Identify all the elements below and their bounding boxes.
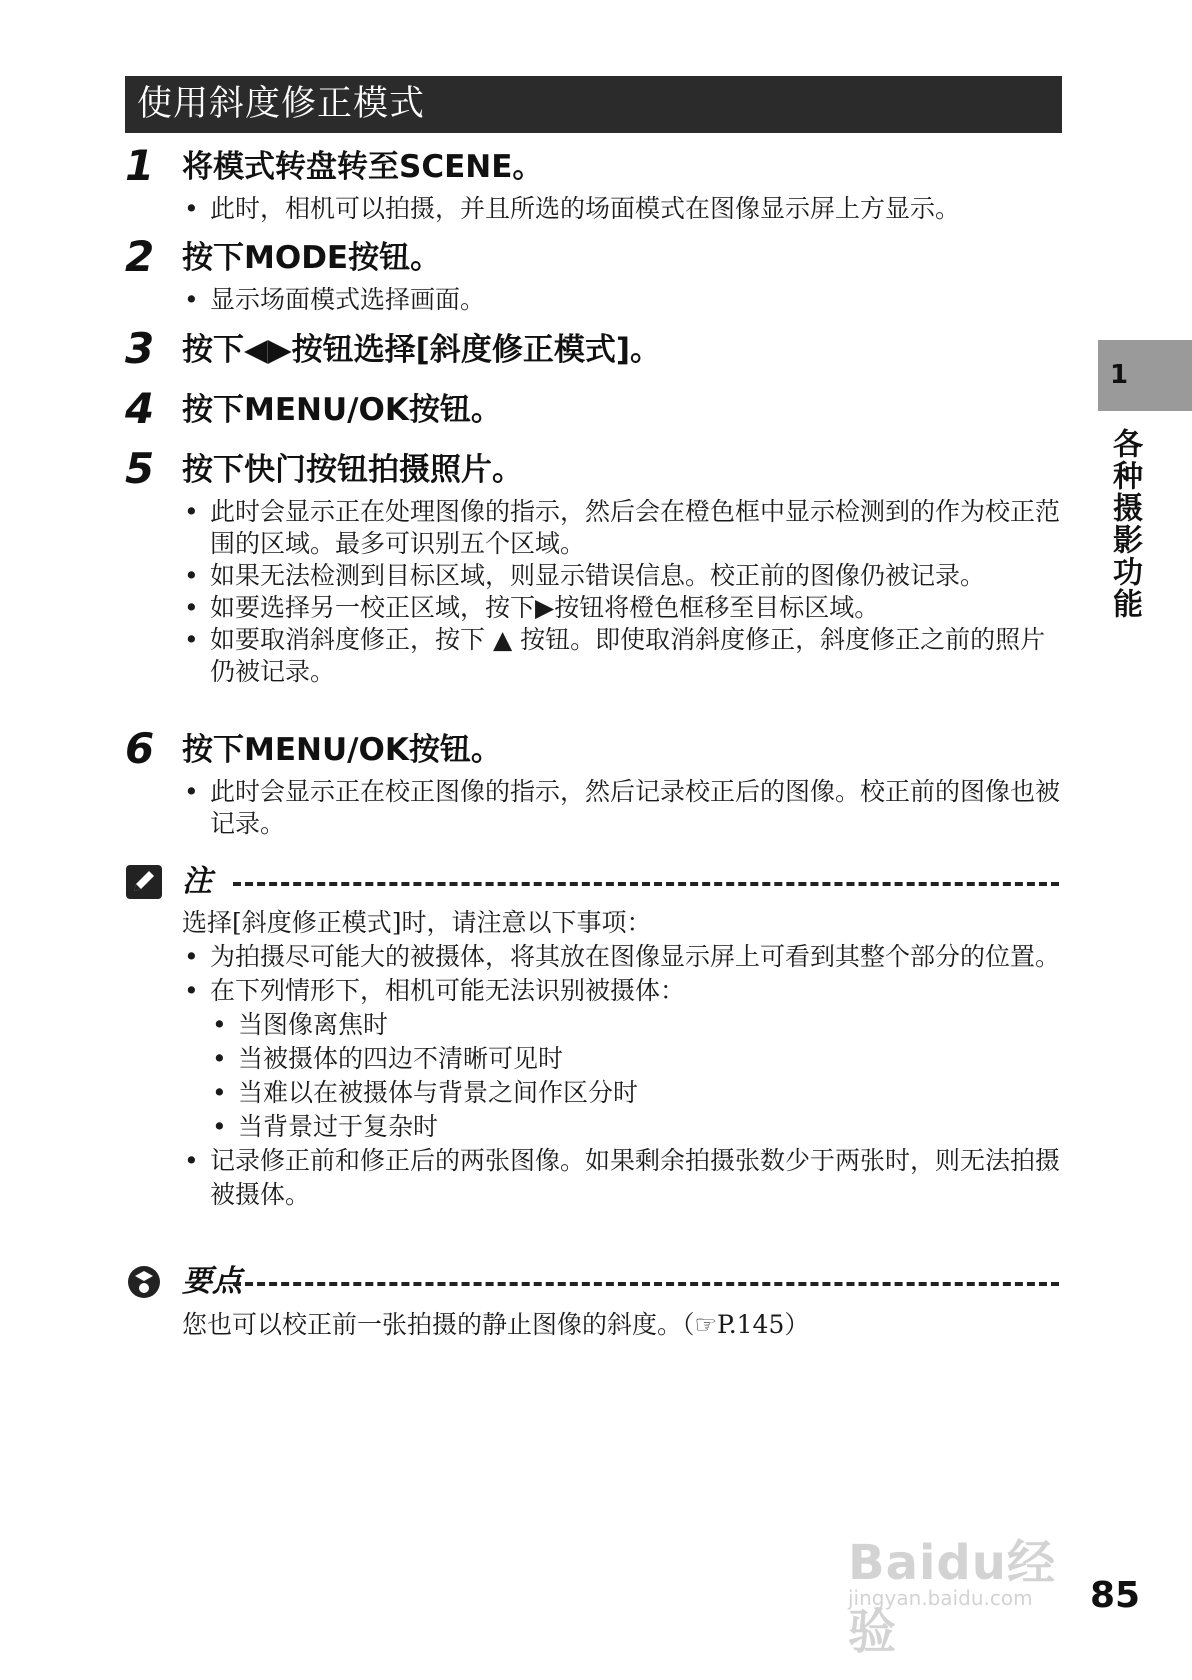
note-sub-bullet: • 当图像离焦时 xyxy=(210,1008,1062,1042)
chapter-tab-label: 各种摄影功能 xyxy=(1107,428,1142,620)
note-title: 注 xyxy=(182,864,212,899)
step-bullets xyxy=(182,193,1065,225)
note-sub-bullet: • 当被摄体的四边不清晰可见时 xyxy=(210,1042,1062,1076)
tip-text xyxy=(182,1308,1062,1342)
step-number: 3 xyxy=(125,324,155,373)
step-bullet: • 此时，相机可以拍摄，并且所选的场面模式在图像显示屏上方显示。 xyxy=(182,193,1065,225)
tip-header xyxy=(125,1262,1065,1302)
step-4 xyxy=(125,384,1065,433)
tip-text-main: 您也可以校正前一张拍摄的静止图像的斜度。（ xyxy=(182,1310,695,1339)
note-sub-bullet: • 当难以在被摄体与背景之间作区分时 xyxy=(210,1076,1062,1110)
step-6 xyxy=(125,724,1065,840)
note-bullet-text: 在下列情形下，相机可能无法识别被摄体： xyxy=(210,976,686,1005)
page-reference-link[interactable]: P.145 xyxy=(716,1310,785,1339)
note-bullet: • 记录修正前和修正后的两张图像。如果剩余拍摄张数少于两张时，则无法拍摄被摄体。 xyxy=(182,1144,1062,1212)
step-bullet: • 此时会显示正在处理图像的指示，然后会在橙色框中显示检测到的作为校正范围的区域。最多可识别五个区域。 xyxy=(182,496,1065,560)
note-bullet xyxy=(182,974,1062,1144)
tip-body xyxy=(182,1308,1062,1342)
reference-pointer-icon: ☞ xyxy=(694,1310,717,1339)
note-pencil-icon xyxy=(125,864,163,900)
note-divider xyxy=(233,882,1059,886)
watermark-url: jingyan.baidu.com xyxy=(848,1586,1033,1610)
step-heading: 按下MODE按钮。 xyxy=(182,240,442,276)
step-bullet: • 显示场面模式选择画面。 xyxy=(182,284,1065,316)
step-bullets xyxy=(182,776,1065,840)
step-heading: 按下◀▶按钮选择[斜度修正模式]。 xyxy=(182,332,662,368)
step-bullet: • 如要选择另一校正区域，按下▶按钮将橙色框移至目标区域。 xyxy=(182,592,1065,624)
step-number: 1 xyxy=(125,141,155,190)
step-heading: 按下MENU/OK按钮。 xyxy=(182,392,502,428)
step-number: 2 xyxy=(125,232,155,281)
note-body xyxy=(182,906,1062,1212)
step-2 xyxy=(125,232,1065,316)
step-bullets xyxy=(182,284,1065,316)
tip-title: 要点 xyxy=(182,1264,242,1299)
note-sub-bullet: • 当背景过于复杂时 xyxy=(210,1110,1062,1144)
step-bullets xyxy=(182,496,1065,688)
step-3 xyxy=(125,324,1065,373)
step-number: 5 xyxy=(125,444,155,493)
tip-text-close: ） xyxy=(784,1310,810,1339)
note-bullet: • 为拍摄尽可能大的被摄体，将其放在图像显示屏上可看到其整个部分的位置。 xyxy=(182,940,1062,974)
step-number: 4 xyxy=(125,384,155,433)
step-5 xyxy=(125,444,1065,688)
step-heading: 按下快门按钮拍摄照片。 xyxy=(182,452,523,488)
step-heading: 按下MENU/OK按钮。 xyxy=(182,732,502,768)
note-sub-bullets xyxy=(210,1008,1062,1144)
tip-divider xyxy=(233,1282,1059,1286)
page-number: 85 xyxy=(1090,1575,1141,1616)
watermark-logo: Baidu经验 xyxy=(848,1535,1056,1660)
step-number: 6 xyxy=(125,724,155,773)
step-bullet: • 此时会显示正在校正图像的指示，然后记录校正后的图像。校正前的图像也被记录。 xyxy=(182,776,1065,840)
note-intro: 选择[斜度修正模式]时，请注意以下事项： xyxy=(182,908,652,937)
step-bullet: • 如要取消斜度修正，按下 ▲ 按钮。即使取消斜度修正，斜度修正之前的照片仍被记录。 xyxy=(182,624,1065,688)
baidu-watermark xyxy=(840,1500,1080,1660)
step-bullet: • 如果无法检测到目标区域，则显示错误信息。校正前的图像仍被记录。 xyxy=(182,560,1065,592)
tip-icon xyxy=(125,1264,163,1300)
step-1 xyxy=(125,141,1065,225)
section-title: 使用斜度修正模式 xyxy=(125,76,1062,133)
chapter-tab-number: 1 xyxy=(1098,340,1192,411)
step-heading: 将模式转盘转至SCENE。 xyxy=(182,149,544,185)
note-bullets xyxy=(182,940,1062,1212)
note-header xyxy=(125,862,1065,902)
